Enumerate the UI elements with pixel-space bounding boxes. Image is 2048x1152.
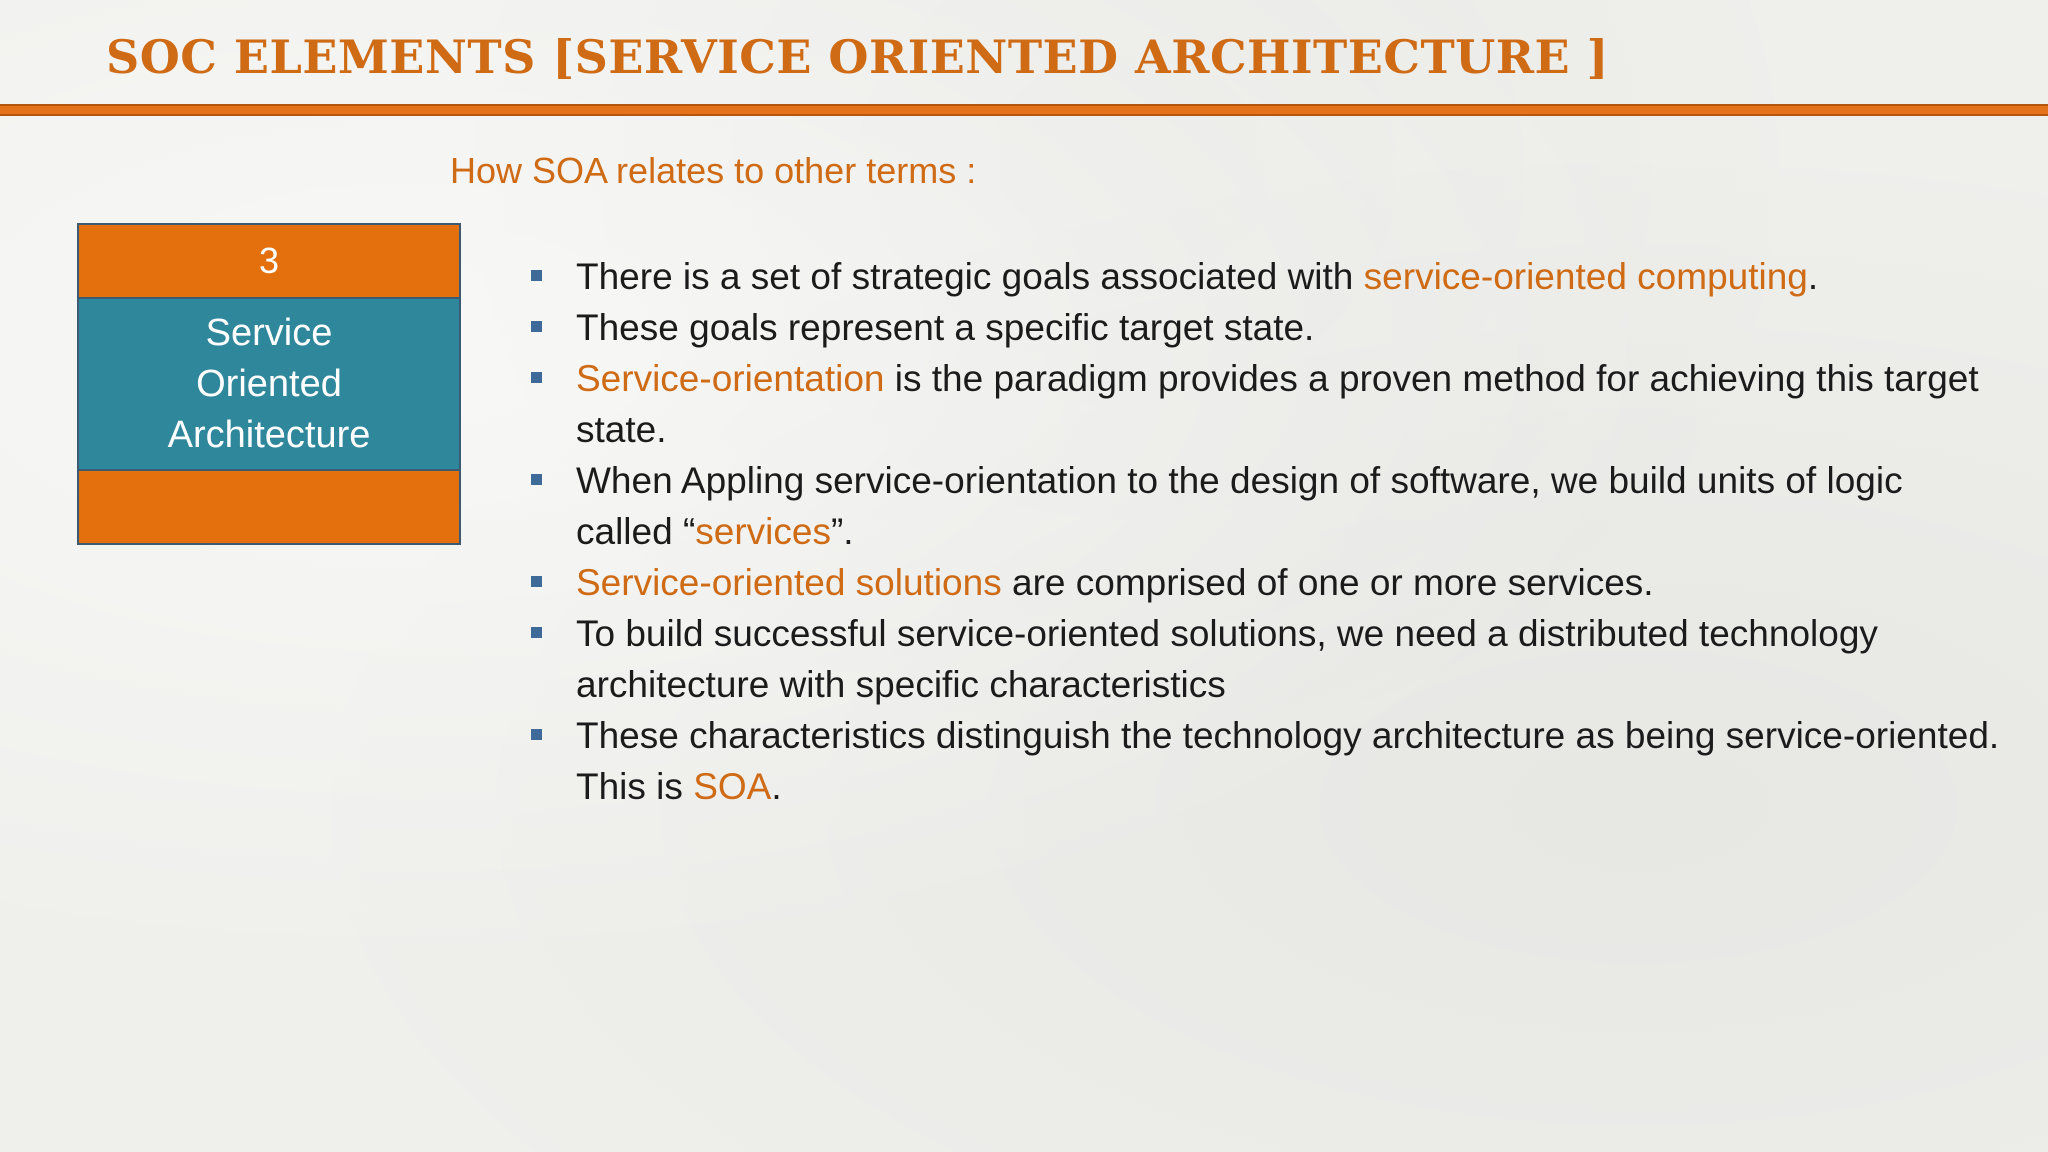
slide-subtitle: How SOA relates to other terms : [450, 150, 977, 191]
bullet-text: These goals represent a specific target state. [576, 307, 1315, 348]
bullet-item [528, 608, 2008, 710]
bullet-list [528, 251, 2008, 812]
bullet-item [528, 353, 2008, 455]
square-bullet-icon [531, 627, 542, 638]
highlighted-term: services [695, 511, 831, 552]
card-label-line-2: Oriented [196, 362, 342, 405]
slide-title: SOC ELEMENTS [SERVICE ORIENTED ARCHITECTURE ] [106, 30, 1609, 84]
bullet-text: When Appling service-orientation to the design of software, we build units of logic called “ [576, 460, 1903, 552]
card-footer-band [79, 471, 459, 543]
square-bullet-icon [531, 321, 542, 332]
bullet-text: . [771, 766, 782, 807]
bullet-text: These characteristics distinguish the technology architecture as being service-oriented. This is [576, 715, 2000, 807]
highlighted-term: Service-orientation [576, 358, 885, 399]
highlighted-term: Service-oriented solutions [576, 562, 1002, 603]
bullet-item [528, 251, 2008, 302]
bullet-item [528, 455, 2008, 557]
bullet-text: To build successful service-oriented solutions, we need a distributed technology architecture with specific characteristics [576, 613, 1878, 705]
card-label [79, 299, 459, 471]
card-label-line-1: Service [205, 311, 333, 354]
card-number: 3 [79, 225, 459, 299]
bullet-text: is the paradigm provides a proven method for achieving this target state. [576, 358, 1979, 450]
bullet-item [528, 710, 2008, 812]
bullet-text: are comprised of one or more services. [1001, 562, 1654, 603]
card-label-line-3: Architecture [167, 413, 371, 456]
bullet-text: ”. [830, 511, 854, 552]
bullet-item [528, 302, 2008, 353]
square-bullet-icon [531, 729, 542, 740]
highlighted-term: service-oriented computing [1363, 256, 1808, 297]
square-bullet-icon [531, 372, 542, 383]
title-underline-bar [0, 104, 2048, 116]
square-bullet-icon [531, 576, 542, 587]
bullet-text: There is a set of strategic goals associated with [576, 256, 1364, 297]
bullet-item [528, 557, 2008, 608]
highlighted-term: SOA [693, 766, 772, 807]
square-bullet-icon [531, 474, 542, 485]
bullet-text: . [1807, 256, 1819, 297]
square-bullet-icon [531, 270, 542, 281]
section-card [77, 223, 461, 545]
